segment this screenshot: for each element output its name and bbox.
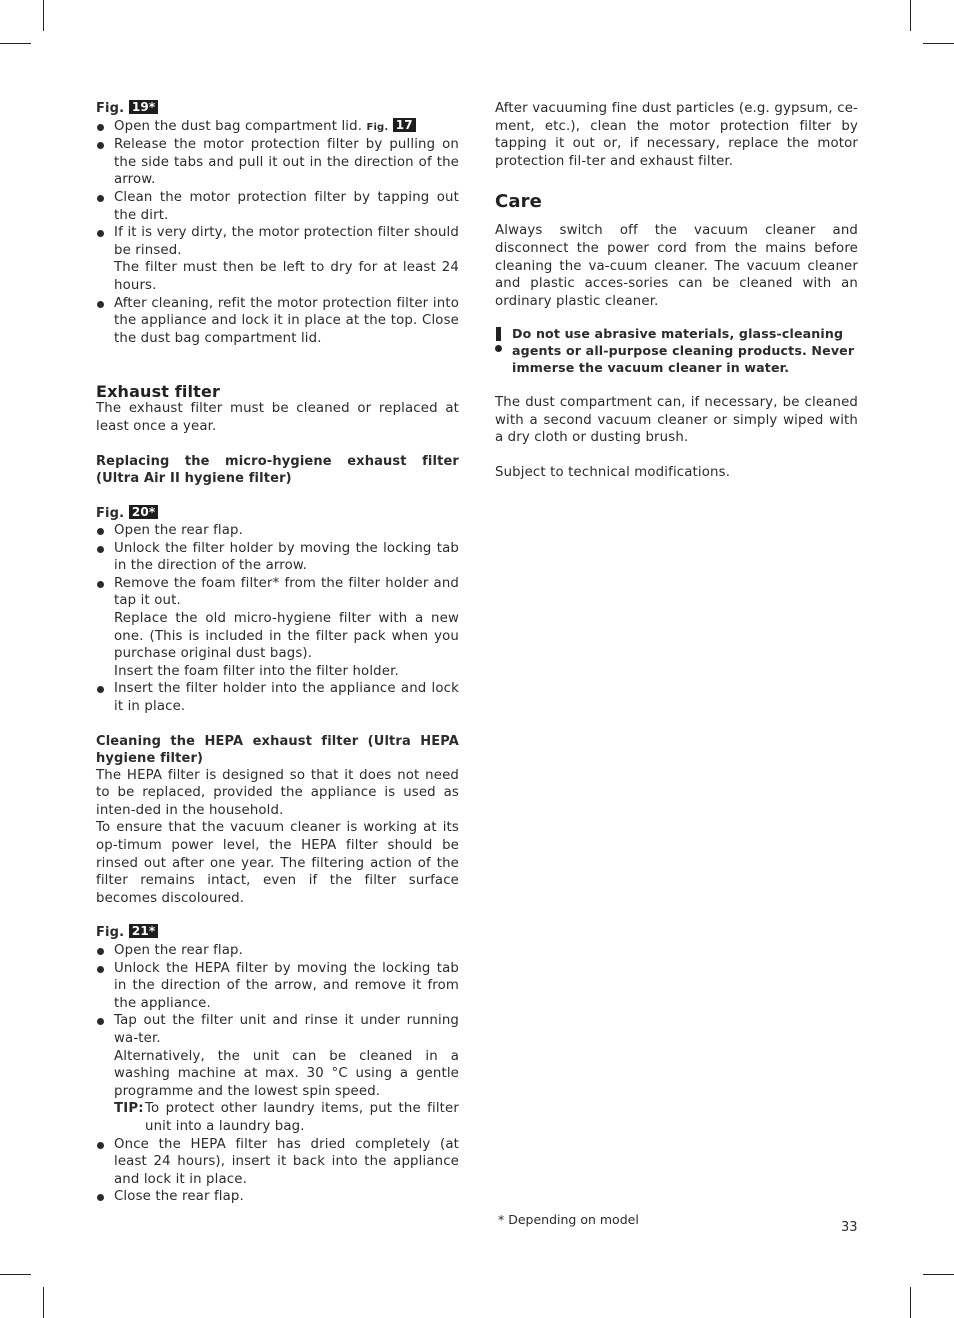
step-text: Tap out the filter unit and rinse it under running wa-ter. bbox=[114, 1013, 459, 1046]
exhaust-intro: The exhaust filter must be cleaned or replaced at least once a year. bbox=[96, 401, 459, 434]
step-text: Insert the filter holder into the appliance and lock it in place. bbox=[114, 681, 459, 715]
tip-text: To protect other laundry items, put the filter unit into a laundry bag. bbox=[145, 1101, 459, 1134]
list-item bbox=[96, 224, 459, 294]
fig-number-badge: 20* bbox=[129, 505, 158, 519]
step-text: Clean the motor protection filter by tapping out the dirt. bbox=[114, 189, 459, 223]
crop-mark-br-v bbox=[910, 1287, 911, 1318]
list-item bbox=[96, 136, 459, 189]
step-text: Release the motor protection filter by pulling on the side tabs and pull it out in the direction of the arrow. bbox=[114, 137, 459, 188]
hepa-filter-steps bbox=[96, 942, 459, 1206]
figure-ref-20 bbox=[96, 505, 459, 523]
hepa-para-1: The HEPA filter is designed so that it does not need to be replaced, provided the appliance is used as inten-ded in the household. bbox=[96, 767, 459, 818]
tip-note bbox=[114, 1100, 459, 1135]
motor-filter-steps bbox=[96, 118, 459, 348]
list-item bbox=[96, 540, 459, 575]
fig-number-badge: 17 bbox=[393, 118, 416, 132]
list-item bbox=[96, 189, 459, 224]
technical-modifications: Subject to technical modifications. bbox=[495, 464, 731, 480]
fig-label: Fig. bbox=[96, 101, 125, 116]
figure-ref-19 bbox=[96, 100, 459, 118]
step-text: Once the HEPA filter has dried completely (at least 24 hours), insert it back into the appliance and lock it in place. bbox=[114, 1136, 459, 1187]
crop-mark-tl-h bbox=[0, 43, 31, 44]
fig-number-badge: 21* bbox=[129, 924, 158, 938]
crop-mark-bl-v bbox=[43, 1287, 44, 1318]
hepa-heading: Cleaning the HEPA exhaust filter (Ultra HEPA hygiene filter) bbox=[96, 733, 459, 766]
right-column bbox=[495, 100, 858, 482]
fig-label: Fig. bbox=[96, 925, 125, 941]
list-item bbox=[96, 1188, 459, 1206]
crop-mark-tr-h bbox=[923, 43, 954, 44]
micro-filter-steps bbox=[96, 522, 459, 716]
tip-label: TIP: bbox=[114, 1101, 144, 1117]
step-text: Open the rear flap. bbox=[114, 942, 244, 958]
list-item bbox=[96, 1136, 459, 1189]
step-text: Close the rear flap. bbox=[114, 1189, 244, 1205]
step-text: Alternatively, the unit can be cleaned in a washing machine at max. 30 °C using a gentle programme and the lowest spin speed. bbox=[114, 1048, 459, 1099]
fig-number-badge: 19* bbox=[129, 100, 158, 114]
list-item bbox=[96, 575, 459, 681]
list-item bbox=[96, 522, 459, 540]
page-number: 33 bbox=[841, 1220, 858, 1235]
list-item bbox=[96, 680, 459, 715]
warning-note bbox=[495, 326, 858, 376]
fig-label: Fig. bbox=[366, 121, 389, 133]
list-item bbox=[96, 1012, 459, 1135]
exhaust-filter-heading: Exhaust filter bbox=[96, 382, 220, 402]
warning-text: Do not use abrasive materials, glass-cleaning agents or all-purpose cleaning products. Never immerse the vacuum cleaner in water. bbox=[512, 326, 855, 375]
step-text: Open the dust bag compartment lid. bbox=[114, 118, 363, 134]
hepa-para-2: To ensure that the vacuum cleaner is working at its op-timum power level, the HEPA filter should be rinsed out after one year. The filtering action of the filter remains intact, even if the filter surface becomes discoloured. bbox=[96, 820, 459, 906]
step-text: After cleaning, refit the motor protection filter into the appliance and lock it in place at the top. Close the dust bag compartment lid. bbox=[114, 295, 459, 346]
list-item bbox=[96, 295, 459, 348]
dust-particles-para: After vacuuming fine dust particles (e.g. gypsum, ce-ment, etc.), clean the motor protection filter by tapping it out or, if necessary, replace the motor protection fil-ter and exhaust filter. bbox=[495, 101, 858, 169]
step-text: Remove the foam filter* from the filter holder and tap it out. bbox=[114, 575, 459, 609]
step-text: The filter must then be left to dry for at least 24 hours. bbox=[114, 260, 459, 293]
figure-ref-21 bbox=[96, 924, 459, 942]
list-item bbox=[96, 118, 459, 137]
step-text: If it is very dirty, the motor protection filter should be rinsed. bbox=[114, 225, 459, 258]
step-text: Replace the old micro-hygiene filter with a new one. (This is included in the filter pack when you purchase original dust bags). bbox=[114, 611, 459, 662]
footnote: * Depending on model bbox=[498, 1212, 639, 1227]
care-heading: Care bbox=[495, 191, 543, 213]
crop-mark-bl-h bbox=[0, 1274, 31, 1275]
crop-mark-tr-v bbox=[910, 0, 911, 31]
step-text: Insert the foam filter into the filter holder. bbox=[114, 663, 399, 679]
list-item bbox=[96, 960, 459, 1013]
fig-label: Fig. bbox=[96, 505, 125, 521]
micro-hygiene-heading: Replacing the micro-hygiene exhaust filter (Ultra Air II hygiene filter) bbox=[96, 453, 459, 486]
crop-mark-tl-v bbox=[43, 0, 44, 31]
step-text: Unlock the filter holder by moving the locking tab in the direction of the arrow. bbox=[114, 540, 459, 574]
list-item bbox=[96, 942, 459, 960]
left-column bbox=[96, 100, 459, 1206]
dust-compartment-para: The dust compartment can, if necessary, be cleaned with a second vacuum cleaner or simply wiped with a dry cloth or dusting brush. bbox=[495, 395, 858, 446]
crop-mark-br-h bbox=[923, 1274, 954, 1275]
step-text: Open the rear flap. bbox=[114, 523, 244, 539]
care-para: Always switch off the vacuum cleaner and disconnect the power cord from the mains before cleaning the va-cuum cleaner. The vacuum cleaner and plastic acces-sories can be cleaned with an ordinary plastic cleaner. bbox=[495, 223, 858, 309]
step-text: Unlock the HEPA filter by moving the locking tab in the direction of the arrow, and remove it from the appliance. bbox=[114, 960, 459, 1011]
